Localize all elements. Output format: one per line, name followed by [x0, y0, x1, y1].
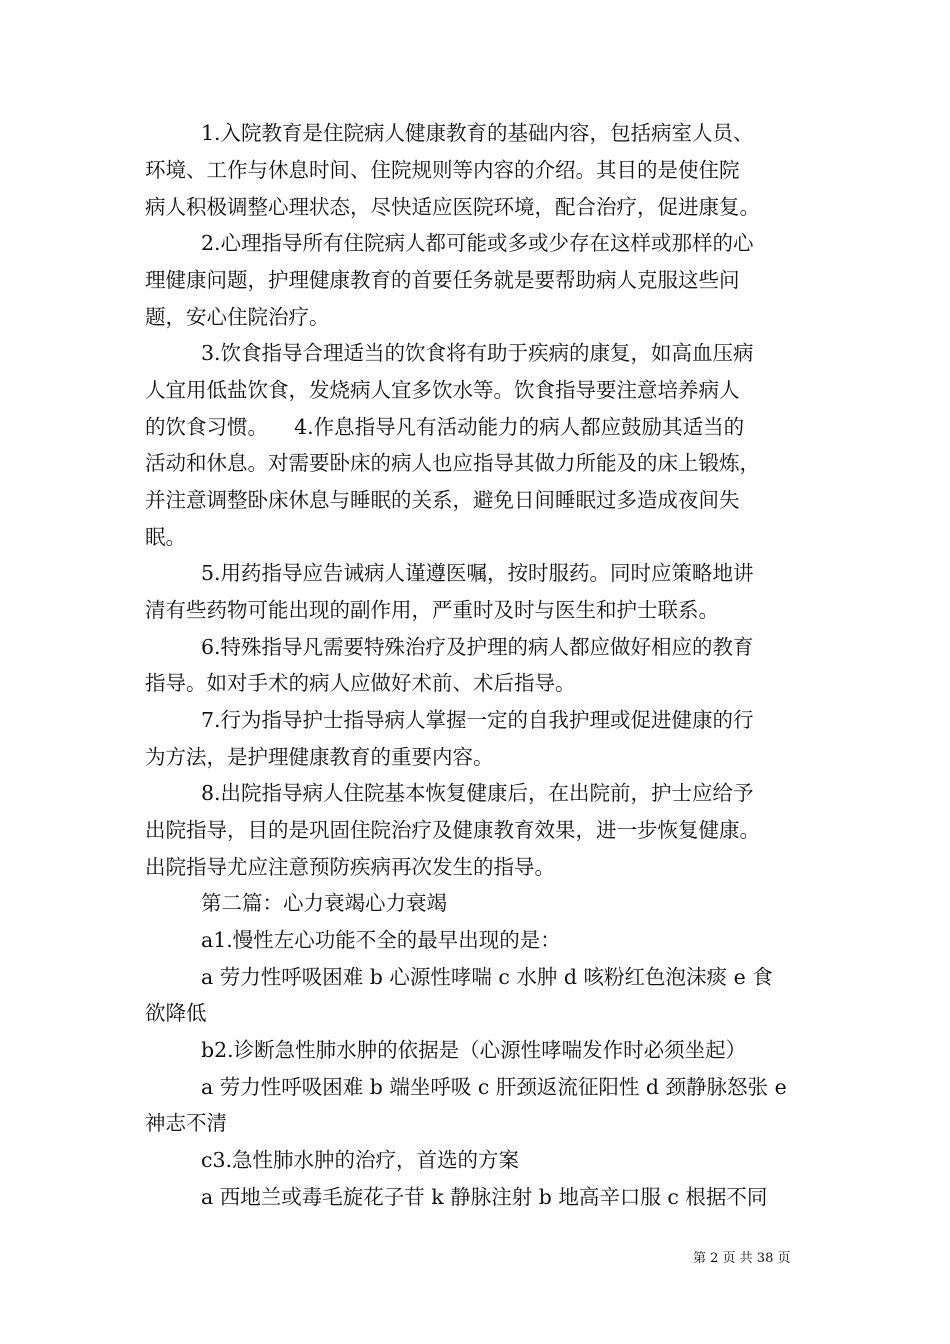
text-line: 的饮食习惯。 4.作息指导凡有活动能力的病人都应鼓励其适当的: [145, 415, 745, 439]
options-line: a 西地兰或毒毛旋花子苷 k 静脉注射 b 地高辛口服 c 根据不同: [201, 1185, 768, 1209]
text-line: 7.行为指导护士指导病人掌握一定的自我护理或促进健康的行: [201, 708, 754, 732]
text-line: 指导。如对手术的病人应做好术前、术后指导。: [145, 671, 576, 695]
text-line: 理健康问题，护理健康教育的首要任务就是要帮助病人克服这些问: [145, 268, 740, 292]
text-line: 并注意调整卧床休息与睡眠的关系，避免日间睡眠过多造成夜间失: [145, 488, 740, 512]
question-line: b2.诊断急性肺水肿的依据是（心源性哮喘发作时必须坐起）: [201, 1038, 747, 1062]
text-line: 1.入院教育是住院病人健康教育的基础内容，包括病室人员、: [201, 121, 754, 145]
text-line: 病人积极调整心理状态，尽快适应医院环境，配合治疗，促进康复。: [145, 195, 760, 219]
text-line: 为方法，是护理健康教育的重要内容。: [145, 745, 494, 769]
text-line: 3.饮食指导合理适当的饮食将有助于疾病的康复，如高血压病: [201, 341, 754, 365]
options-line: a 劳力性呼吸困难 b 心源性哮喘 c 水肿 d 咳粉红色泡沫痰 e 食: [201, 965, 773, 989]
section-heading: 第二篇：心力衰竭心力衰竭: [201, 891, 447, 915]
text-line: 人宜用低盐饮食，发烧病人宜多饮水等。饮食指导要注意培养病人: [145, 378, 740, 402]
text-line: 8.出院指导病人住院基本恢复健康后，在出院前，护士应给予: [201, 781, 754, 805]
text-line: 出院指导，目的是巩固住院治疗及健康教育效果，进一步恢复健康。: [145, 818, 760, 842]
text-line: 环境、工作与休息时间、住院规则等内容的介绍。其目的是使住院: [145, 158, 740, 182]
text-line: 2.心理指导所有住院病人都可能或多或少存在这样或那样的心: [201, 231, 754, 255]
text-line: 清有些药物可能出现的副作用，严重时及时与医生和护士联系。: [145, 598, 719, 622]
text-line: 活动和休息。对需要卧床的病人也应指导其做力所能及的床上锻炼，: [145, 451, 760, 475]
text-line: 5.用药指导应告诫病人谨遵医嘱，按时服药。同时应策略地讲: [201, 561, 754, 585]
text-line: 神志不清: [145, 1111, 227, 1135]
text-line: 6.特殊指导凡需要特殊治疗及护理的病人都应做好相应的教育: [201, 635, 754, 659]
page-number-footer: 第 2 页 共 38 页: [693, 1251, 791, 1266]
question-line: a1.慢性左心功能不全的最早出现的是：: [201, 928, 561, 952]
options-line: a 劳力性呼吸困难 b 端坐呼吸 c 肝颈返流征阳性 d 颈静脉怒张 e: [201, 1075, 787, 1099]
text-line: 欲降低: [145, 1001, 207, 1025]
text-line: 眠。: [145, 525, 186, 549]
text-line: 题，安心住院治疗。: [145, 305, 330, 329]
question-line: c3.急性肺水肿的治疗，首选的方案: [201, 1148, 520, 1172]
text-line: 出院指导尤应注意预防疾病再次发生的指导。: [145, 855, 555, 879]
